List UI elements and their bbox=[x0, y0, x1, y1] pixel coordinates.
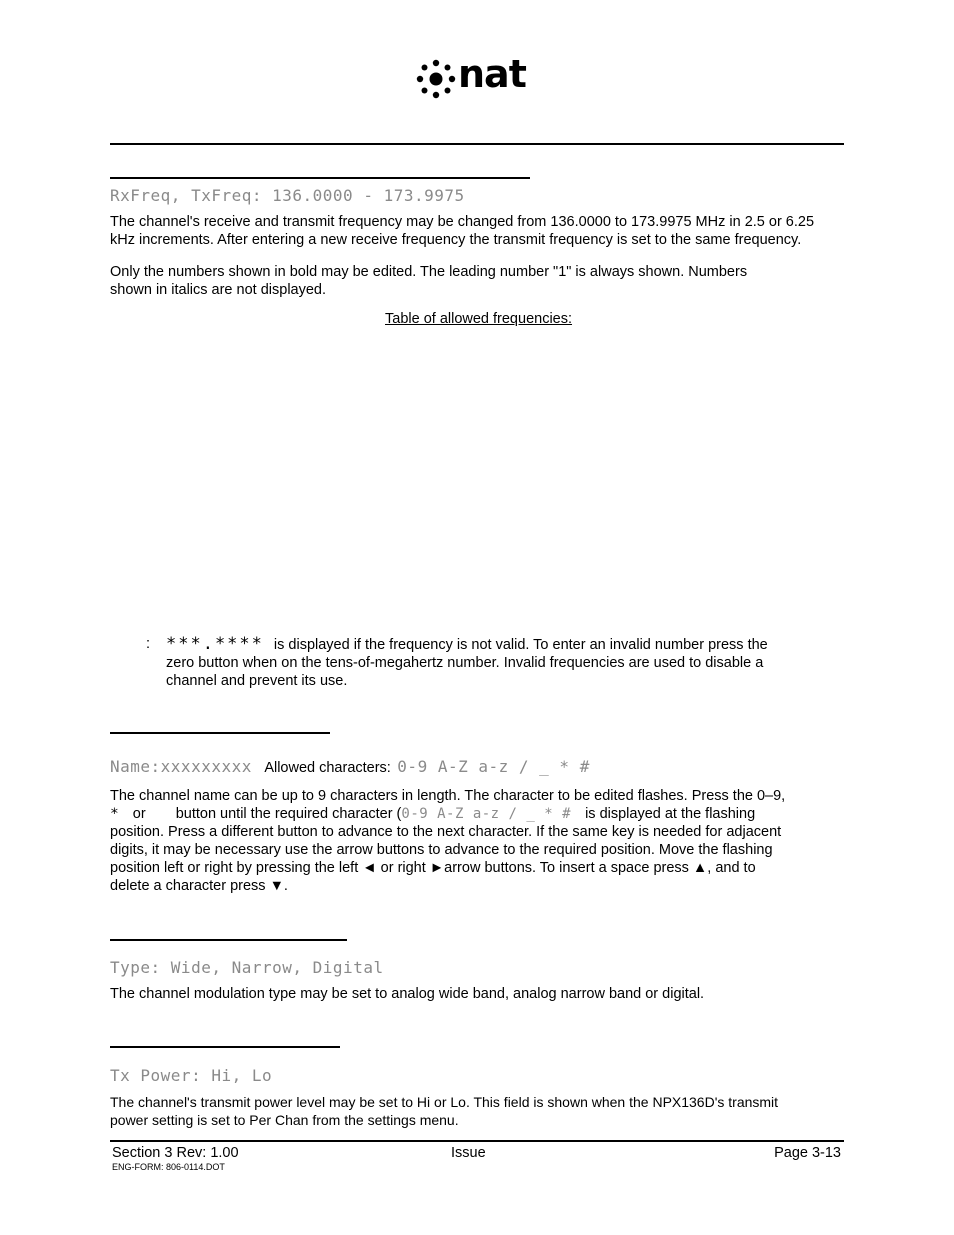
freq-paragraph-1 bbox=[110, 213, 850, 249]
type-display-text: Type: Wide, Narrow, Digital bbox=[110, 958, 384, 977]
section-rule-type bbox=[110, 939, 347, 941]
section-rule-power bbox=[110, 1046, 340, 1048]
section-rule-name bbox=[110, 732, 330, 734]
invalid-frequency-note bbox=[166, 635, 846, 690]
text-line bbox=[110, 805, 850, 823]
power-display-text: Tx Power: Hi, Lo bbox=[110, 1066, 273, 1085]
table-caption: Table of allowed frequencies: bbox=[385, 311, 573, 327]
note-line-1 bbox=[166, 635, 846, 654]
text-line: kHz increments. After entering a new receive frequency the transmit frequency is set to the same frequency. bbox=[110, 232, 802, 248]
text-line: shown in italics are not displayed. bbox=[110, 282, 327, 298]
footer-section: Section 3 Rev: 1.00 bbox=[112, 1145, 239, 1161]
freq-paragraph-2 bbox=[110, 263, 850, 299]
freq-display-text: RxFreq, TxFreq: 136.0000 - 173.9975 bbox=[110, 186, 465, 205]
name-display-text: Name:xxxxxxxxx bbox=[110, 757, 252, 776]
footer-rule bbox=[110, 1140, 844, 1142]
star-key-icon: * bbox=[110, 806, 119, 822]
invalid-symbol: ***.**** bbox=[166, 634, 264, 654]
logo-text: nat bbox=[458, 52, 526, 96]
power-paragraph bbox=[110, 1093, 850, 1129]
section-rule-freq bbox=[110, 177, 530, 179]
text-line: power setting is set to Per Chan from the settings menu. bbox=[110, 1112, 459, 1128]
text-line: digits, it may be necessary use the arrow buttons to advance to the required position. Move the flashing bbox=[110, 842, 773, 858]
text-or: or bbox=[132, 806, 146, 822]
sunburst-icon bbox=[414, 58, 458, 100]
allowed-characters-inline: 0-9 A-Z a-z / _ * # bbox=[401, 806, 572, 822]
note-marker: : bbox=[146, 636, 151, 652]
footer-page: Page 3-13 bbox=[774, 1145, 841, 1161]
text-segment: is displayed at the flashing bbox=[585, 806, 756, 822]
nat-logo bbox=[414, 52, 544, 100]
text-line: channel and prevent its use. bbox=[166, 673, 348, 689]
text-line: zero button when on the tens-of-megahertz number. Invalid frequencies are used to disable a bbox=[166, 655, 764, 671]
text-line: The channel's transmit power level may be set to Hi or Lo. This field is shown when the NPX136D's transmit bbox=[110, 1094, 779, 1110]
text-line: Only the numbers shown in bold may be edited. The leading number "1" is always shown. Numbers bbox=[110, 264, 748, 280]
footer-form-id: ENG-FORM: 806-0114.DOT bbox=[112, 1162, 225, 1172]
text-line: delete a character press ▼. bbox=[110, 878, 288, 894]
allowed-characters: 0-9 A-Z a-z / _ * # bbox=[397, 757, 590, 776]
note-text: is displayed if the frequency is not valid. To enter an invalid number press the bbox=[273, 637, 768, 653]
text-line: position left or right by pressing the left ◄ or right ►arrow buttons. To insert a space press ▲, and to bbox=[110, 860, 756, 876]
text-line: The channel name can be up to 9 characters in length. The character to be edited flashes. Press the 0–9, bbox=[110, 788, 786, 804]
text-line: position. Press a different button to advance to the next character. If the same key is needed for adjacent bbox=[110, 824, 782, 840]
header-rule bbox=[110, 143, 844, 145]
allowed-characters-label: Allowed characters: bbox=[264, 760, 391, 776]
type-paragraph: The channel modulation type may be set to analog wide band, analog narrow band or digital. bbox=[110, 986, 705, 1002]
text-line: The channel's receive and transmit frequency may be changed from 136.0000 to 173.9975 MHz in 2.5 or 6.25 bbox=[110, 214, 815, 230]
text-segment: button until the required character ( bbox=[175, 806, 402, 822]
name-paragraph bbox=[110, 787, 850, 895]
name-display-row bbox=[110, 757, 590, 777]
footer-issue: Issue bbox=[451, 1145, 486, 1161]
